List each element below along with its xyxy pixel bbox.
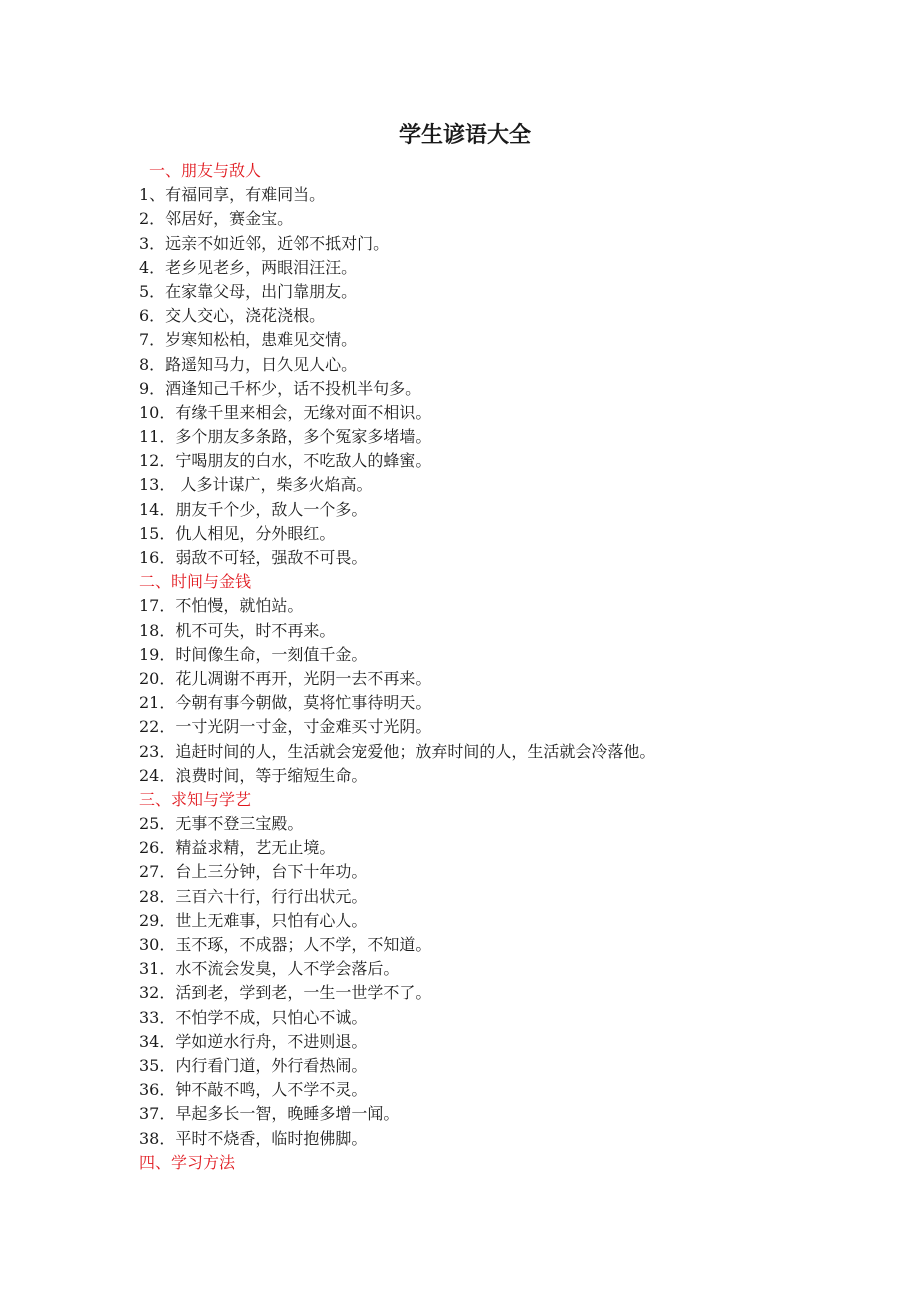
proverb-item: 26．精益求精，艺无止境。 xyxy=(139,838,336,858)
proverb-item: 31．水不流会发臭，人不学会落后。 xyxy=(139,959,400,979)
section-heading: 三、求知与学艺 xyxy=(139,789,252,809)
proverb-item: 16．弱敌不可轻，强敌不可畏。 xyxy=(139,548,368,567)
proverb-item: 34．学如逆水行舟，不进则退。 xyxy=(139,1031,368,1051)
proverb-item: 20．花儿凋谢不再开，光阴一去不再来。 xyxy=(139,668,432,688)
proverb-item: 18．机不可失，时不再来。 xyxy=(139,620,336,640)
section-heading: 二、时间与金钱 xyxy=(139,572,252,592)
proverb-item: 8．路遥知马力，日久见人心。 xyxy=(139,354,358,374)
proverb-item: 29．世上无难事，只怕有心人。 xyxy=(139,910,368,930)
proverb-item: 22．一寸光阴一寸金，寸金难买寸光阴。 xyxy=(139,717,432,737)
proverb-item: 24．浪费时间，等于缩短生命。 xyxy=(139,765,368,785)
proverb-list xyxy=(139,159,899,1175)
proverb-item: 6．交人交心，浇花浇根。 xyxy=(139,306,326,326)
proverb-item: 12．宁喝朋友的白水，不吃敌人的蜂蜜。 xyxy=(139,451,432,471)
proverb-item: 1、有福同享，有难同当。 xyxy=(139,185,326,205)
proverb-item: 23．追赶时间的人，生活就会宠爱他；放弃时间的人，生活就会冷落他。 xyxy=(139,741,656,761)
proverb-item: 4．老乡见老乡，两眼泪汪汪。 xyxy=(139,257,358,277)
proverb-item: 38．平时不烧香，临时抱佛脚。 xyxy=(139,1128,368,1148)
proverb-item: 15．仇人相见，分外眼红。 xyxy=(139,523,336,543)
proverb-item: 2．邻居好，赛金宝。 xyxy=(139,209,294,229)
proverb-item: 14．朋友千个少，敌人一个多。 xyxy=(139,499,368,519)
proverb-item: 32．活到老，学到老，一生一世学不了。 xyxy=(139,983,432,1003)
proverb-item: 19．时间像生命，一刻值千金。 xyxy=(139,644,368,664)
proverb-item: 28．三百六十行，行行出状元。 xyxy=(139,886,368,906)
proverb-item: 13． 人多计谋广，柴多火焰高。 xyxy=(139,475,373,495)
proverb-item: 21．今朝有事今朝做，莫将忙事待明天。 xyxy=(139,693,432,713)
proverb-item: 10．有缘千里来相会，无缘对面不相识。 xyxy=(139,402,432,422)
page-title: 学生谚语大全 xyxy=(398,123,531,148)
proverb-item: 37．早起多长一智，晚睡多增一闻。 xyxy=(139,1104,400,1124)
proverb-item: 9．酒逢知己千杯少，话不投机半句多。 xyxy=(139,378,422,398)
proverb-item: 7．岁寒知松柏，患难见交情。 xyxy=(139,330,358,350)
section-heading: 一、朋友与敌人 xyxy=(149,161,262,180)
proverb-item: 36．钟不敲不鸣，人不学不灵。 xyxy=(139,1080,368,1100)
proverb-item: 3．远亲不如近邻，近邻不抵对门。 xyxy=(139,233,390,253)
proverb-item: 35．内行看门道，外行看热闹。 xyxy=(139,1055,368,1075)
proverb-item: 5．在家靠父母，出门靠朋友。 xyxy=(139,281,358,301)
proverb-item: 17．不怕慢，就怕站。 xyxy=(139,596,304,616)
section-heading: 四、学习方法 xyxy=(139,1152,236,1172)
proverb-item: 30．玉不琢，不成器；人不学，不知道。 xyxy=(139,935,432,954)
proverb-item: 11．多个朋友多条路，多个冤家多堵墙。 xyxy=(139,427,432,447)
proverb-item: 25．无事不登三宝殿。 xyxy=(139,814,304,834)
proverb-item: 27．台上三分钟，台下十年功。 xyxy=(139,862,368,882)
proverb-item: 33．不怕学不成，只怕心不诚。 xyxy=(139,1007,368,1027)
